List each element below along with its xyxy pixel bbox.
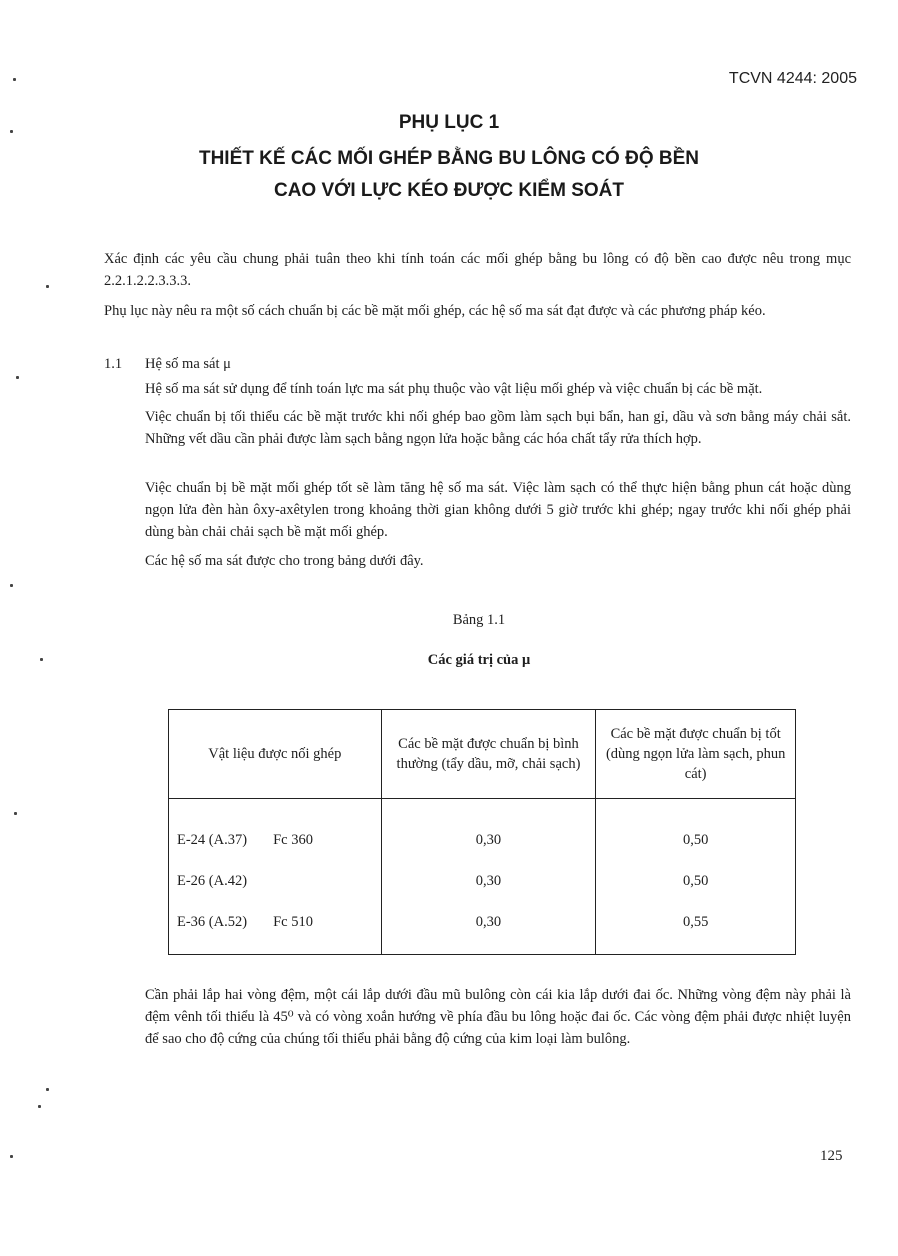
section-number: 1.1 <box>104 356 123 372</box>
table-number: Bảng 1.1 <box>452 612 506 628</box>
scan-speck <box>13 78 16 81</box>
paragraph-table-intro: Các hệ số ma sát được cho trong bảng dưới đây. <box>145 553 424 569</box>
scan-speck <box>16 376 19 379</box>
scan-speck <box>10 1155 13 1158</box>
friction-coefficient-table <box>168 709 796 955</box>
good-value: 0,50 <box>596 799 796 861</box>
document-code: TCVN 4244: 2005 <box>728 70 857 87</box>
paragraph-minimum-preparation: Việc chuẩn bị tối thiểu các bề mặt trước khi nối ghép bao gồm làm sạch bụi bẩn, han gỉ, dầu và sơn bằng máy chải sắt. Những vết dầu cần phải được làm sạch bằng ngọn lửa hoặc bằng các hóa chất tẩy rửa thích hợp. <box>145 409 851 447</box>
scan-speck <box>10 584 13 587</box>
scan-speck <box>38 1105 41 1108</box>
paragraph-good-preparation: Việc chuẩn bị bề mặt mối ghép tốt sẽ làm tăng hệ số ma sát. Việc làm sạch có thể thực hiện bằng phun cát hoặc dùng ngọn lửa đèn hàn ôxy-axêtylen trong khoảng thời gian không dưới 5 giờ trước khi ghép; ngay trước khi nối ghép phải dùng bàn chải chải sạch bề mặt mối ghép. <box>145 480 851 540</box>
good-value: 0,50 <box>596 860 796 901</box>
document-title-line-2: CAO VỚI LỰC KÉO ĐƯỢC KIỂM SOÁT <box>273 180 624 201</box>
material-cell <box>169 799 382 861</box>
paragraph-washers: Cần phải lắp hai vòng đệm, một cái lắp dưới đầu mũ bulông còn cái kia lắp dưới đai ốc. Những vòng đệm này phải là đệm vênh tối thiểu là 45⁰ và có vòng xoắn hướng về phía đầu bu lông hoặc đai ốc. Các vòng đệm phải được nhiệt luyện để sao cho độ cứng của chúng tối thiểu phải bằng độ cứng của kim loại làm bulông. <box>145 987 851 1047</box>
page-number: 125 <box>820 1148 843 1164</box>
table-row <box>169 901 796 955</box>
table-caption: Các giá trị của μ <box>427 652 531 668</box>
header-material: Vật liệu được nối ghép <box>169 710 382 799</box>
paragraph-appendix-scope: Phụ lục này nêu ra một số cách chuẩn bị các bề mặt mối ghép, các hệ số ma sát đạt được và các phương pháp kéo. <box>104 303 766 319</box>
fc-value: Fc 360 <box>273 831 313 848</box>
appendix-title: PHỤ LỤC 1 <box>398 112 500 133</box>
material-name: E-36 (A.52) <box>177 913 248 930</box>
material-name: E-26 (A.42) <box>177 872 248 889</box>
normal-value: 0,30 <box>381 860 596 901</box>
header-normal-preparation: Các bề mặt được chuẩn bị bình thường (tẩy dầu, mỡ, chải sạch) <box>381 710 596 799</box>
scan-speck <box>10 130 13 133</box>
material-cell <box>169 901 382 955</box>
section-title: Hệ số ma sát μ <box>145 356 231 372</box>
table-header-row <box>169 710 796 799</box>
scan-speck <box>40 658 43 661</box>
normal-value: 0,30 <box>381 901 596 955</box>
material-cell <box>169 860 382 901</box>
table-row <box>169 860 796 901</box>
paragraph-friction-coefficient: Hệ số ma sát sử dụng để tính toán lực ma sát phụ thuộc vào vật liệu mối ghép và việc chuẩn bị các bề mặt. <box>145 381 763 397</box>
good-value: 0,55 <box>596 901 796 955</box>
material-name: E-24 (A.37) <box>177 831 248 848</box>
document-title-line-1: THIẾT KẾ CÁC MỐI GHÉP BẰNG BU LÔNG CÓ ĐỘ BỀN <box>198 148 699 169</box>
paragraph-requirements: Xác định các yêu cầu chung phải tuân theo khi tính toán các mối ghép bằng bu lông có độ bền cao được nêu trong mục 2.2.1.2.2.3.3.3. <box>104 251 851 289</box>
fc-value: Fc 510 <box>273 913 313 930</box>
scan-speck <box>46 285 49 288</box>
table-row <box>169 799 796 861</box>
normal-value: 0,30 <box>381 799 596 861</box>
header-good-preparation: Các bề mặt được chuẩn bị tốt (dùng ngọn lửa làm sạch, phun cát) <box>596 710 796 799</box>
scan-speck <box>14 812 17 815</box>
scan-speck <box>46 1088 49 1091</box>
